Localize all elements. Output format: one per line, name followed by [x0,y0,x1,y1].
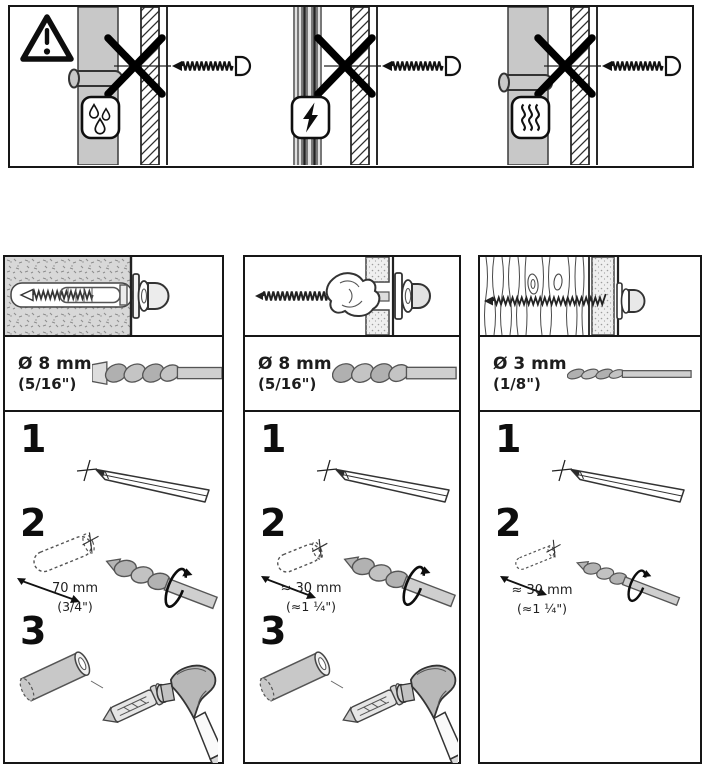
screw [166,57,250,75]
pencil-mark-illustration [315,456,455,508]
drill-size-label [493,354,567,392]
masonry-anchor-illustration [5,257,222,337]
drill-size-label [258,354,332,392]
screw [376,57,460,75]
hammer-anchor-illustration [253,639,458,763]
step-number: 2 [260,501,287,545]
hollow-wall-anchor-illustration [245,257,459,337]
depth-metric: ≈ 30 mm [280,581,342,596]
thin-drill-bit [567,356,693,392]
pencil-mark-illustration [75,456,215,508]
wood-screw-illustration [480,257,700,337]
hazard-scene-heating-pipe [499,7,680,165]
step-number: 1 [20,417,47,461]
depth-imperial: (≈1 ¼") [516,601,568,617]
step-number: 2 [20,501,47,545]
drill-spec-row [245,337,459,412]
drill-spec-row [480,337,700,412]
step-number: 1 [260,417,287,461]
masonry-drill-bit [92,356,222,392]
warning-panel [8,5,694,168]
step-number: 3 [20,609,47,653]
depth-metric: 70 mm [51,581,98,596]
warning-triangle-icon [20,13,74,63]
drill-bit [332,356,458,392]
column-masonry-wall [3,255,224,764]
drill-size-imperial: (5/16") [258,374,317,393]
step-number: 2 [495,501,522,545]
screw [596,57,680,75]
step-number: 3 [260,609,287,653]
heat-waves-icon [512,97,549,138]
steps-wood [480,412,700,763]
drill-size-metric: Ø 3 mm [493,354,567,375]
column-wood-wall [478,255,702,764]
drill-spec-row [5,337,222,412]
hole-depth-label [490,582,594,618]
hazard-scenes [10,7,691,165]
lightning-bolt-icon [292,97,329,138]
depth-imperial: (3/4") [57,599,93,615]
step-number: 1 [495,417,522,461]
drill-size-metric: Ø 8 mm [18,354,92,375]
drill-size-label [18,354,92,392]
column-hollow-wall [243,255,461,764]
hazard-scene-water-pipe [69,7,250,165]
steps-masonry [5,412,222,763]
depth-imperial: (≈1 ¼") [285,599,337,615]
hammer-anchor-illustration [13,639,218,763]
pencil-mark-illustration [550,456,690,508]
water-drops-icon [82,97,119,138]
drill-size-imperial: (5/16") [18,374,77,393]
drill-size-metric: Ø 8 mm [258,354,332,375]
depth-metric: ≈ 30 mm [511,583,573,598]
steps-hollow-wall [245,412,459,763]
drill-size-imperial: (1/8") [493,374,541,393]
hazard-scene-electric-cable [292,7,460,165]
